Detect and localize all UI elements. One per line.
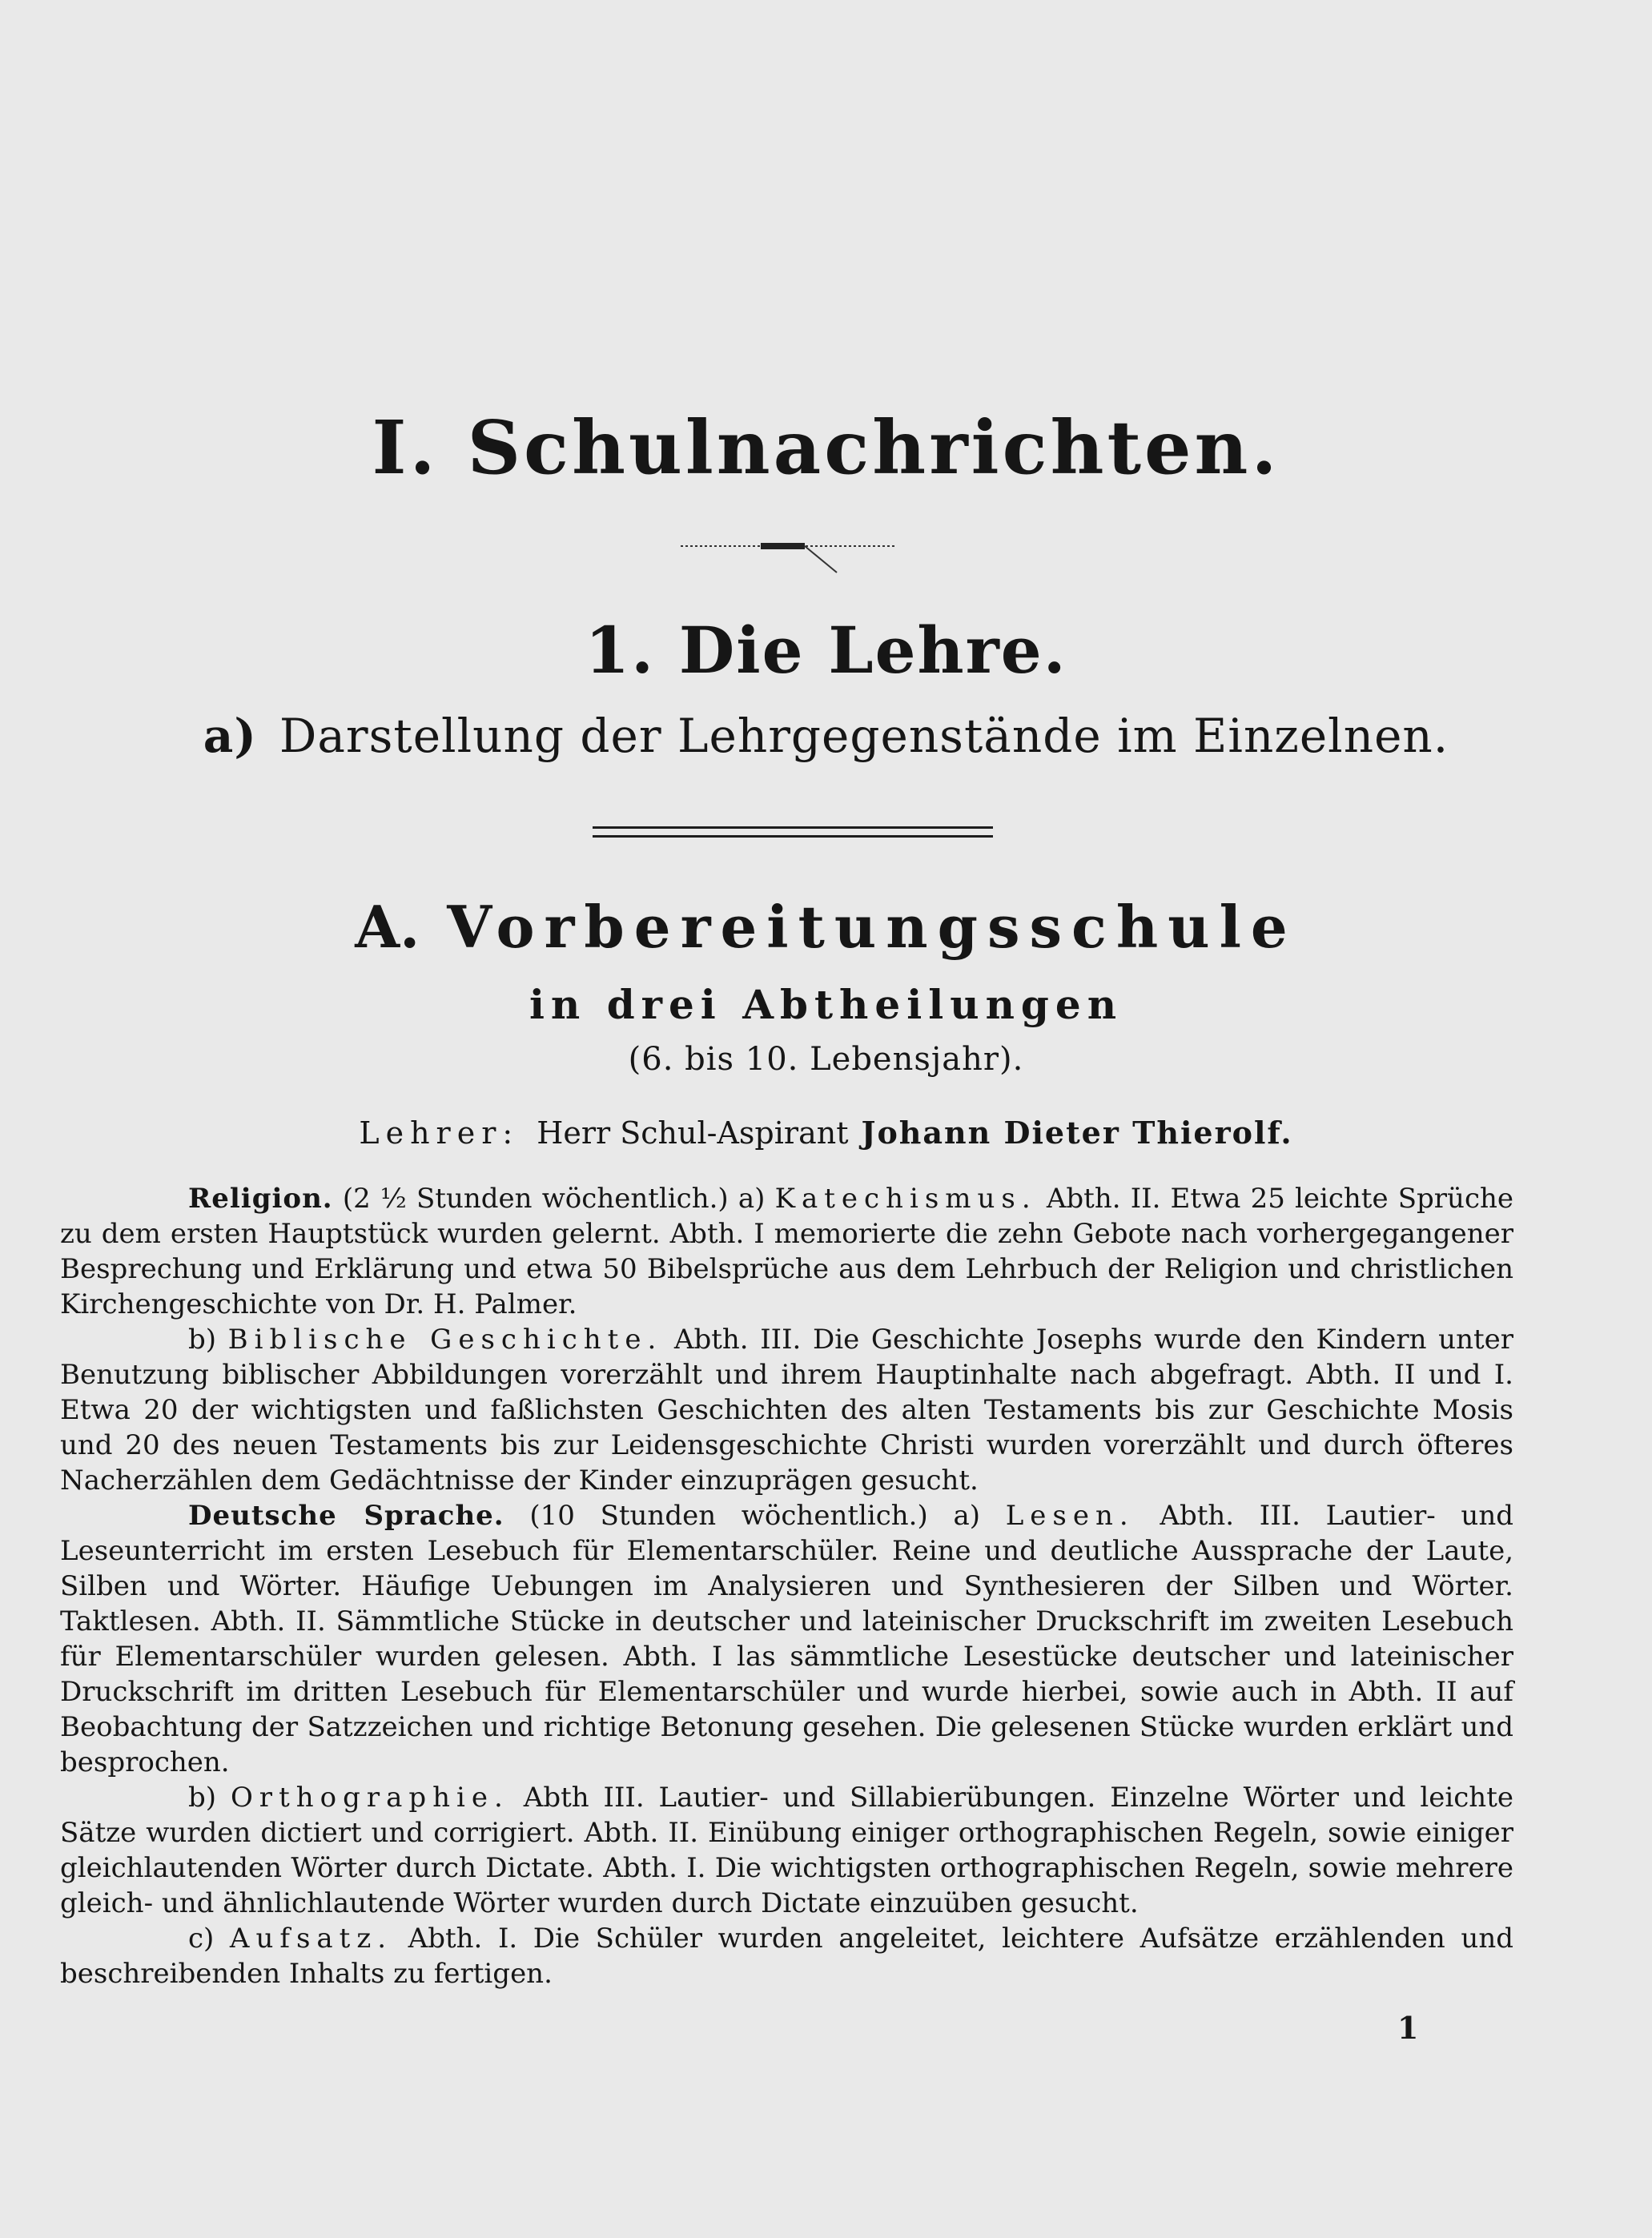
german-c-label: c) bbox=[188, 1923, 215, 1955]
religion-a-topic: Katechismus. bbox=[774, 1183, 1037, 1215]
subsection-label: a) bbox=[203, 709, 257, 763]
german-b-label: b) bbox=[188, 1782, 217, 1814]
divisions-subtitle: in drei Abtheilungen bbox=[529, 981, 1123, 1028]
german-essay-paragraph bbox=[60, 1921, 1513, 1991]
school-heading bbox=[0, 893, 1652, 961]
section-title: 1. Die Lehre. bbox=[585, 613, 1067, 688]
religion-b-label: b) bbox=[188, 1324, 217, 1356]
religion-b-text: Abth. III. Die Geschichte Josephs wurde den Kindern unter Benutzung biblischer Abbildungen vorerzählt und ihrem Hauptinhalte nach abgefragt. Abth. II und I. Etwa 20 der wichtigsten und faßlichsten Geschichten des alten Testaments bis zur Geschichte Mosis und 20 des neuen Testaments bis zur Leidensgeschichte Christi wurden vorerzählt und durch öfteres Nacherzählen dem Gedächtnisse der Kinder einzuprägen gesucht. bbox=[60, 1324, 1514, 1497]
german-c-topic: Aufsatz. bbox=[229, 1923, 393, 1955]
religion-a-label: a) bbox=[738, 1183, 766, 1215]
german-b-text: Abth III. Lautier- und Sillabierübungen. Einzelne Wörter und leichte Sätze wurden dictiert und corrigiert. Abth. II. Einübung einiger orthographischen Regeln, sowie einiger gleichlautenden Wörter durch Dictate. Abth. I. Die wichtigsten orthographischen Regeln, sowie mehrere gleich- und ähnlichlautende Wörter wurden durch Dictate einzuüben gesucht. bbox=[60, 1782, 1513, 1919]
subsection-heading bbox=[0, 709, 1652, 763]
german-a-label: a) bbox=[953, 1500, 981, 1532]
religion-bible-history-paragraph bbox=[60, 1322, 1513, 1498]
ornament-rule bbox=[681, 528, 897, 577]
age-range: (6. bis 10. Lebensjahr). bbox=[628, 1041, 1024, 1078]
subsection-title: Darstellung der Lehrgegenstände im Einzelnen. bbox=[279, 709, 1449, 763]
german-orthography-paragraph bbox=[60, 1780, 1513, 1921]
body-text bbox=[60, 1181, 1513, 1991]
teacher-name: Johann Dieter Thierolf. bbox=[861, 1115, 1293, 1151]
german-hours: (10 Stunden wöchentlich.) bbox=[529, 1500, 928, 1532]
teacher-line bbox=[0, 1115, 1652, 1151]
religion-hours: (2 ½ Stunden wöchentlich.) bbox=[342, 1183, 729, 1215]
school-title: Vorbereitungsschule bbox=[447, 893, 1297, 961]
german-reading-paragraph bbox=[60, 1498, 1513, 1780]
german-a-topic: Lesen. bbox=[1005, 1500, 1135, 1532]
german-c-text: Abth. I. Die Schüler wurden angeleitet, leichtere Aufsätze erzählenden und beschreibenden Inhalts zu fertigen. bbox=[60, 1923, 1513, 1990]
religion-a-text: Abth. II. Etwa 25 leichte Sprüche zu dem ersten Hauptstück wurden gelernt. Abth. I memorierte die zehn Gebote nach vorhergegangener Besprechung und Erklärung und etwa 50 Bibelsprüche aus dem Lehrbuch der Religion und christlichen Kirchengeschichte von Dr. H. Palmer. bbox=[60, 1183, 1514, 1320]
page-number: 1 bbox=[1397, 2010, 1419, 2046]
religion-subject: Religion. bbox=[188, 1183, 333, 1215]
double-rule-divider bbox=[593, 826, 993, 838]
german-b-topic: Orthographie. bbox=[230, 1782, 509, 1814]
religion-catechism-paragraph bbox=[60, 1181, 1513, 1322]
main-title: I. Schulnachrichten. bbox=[372, 404, 1280, 491]
teacher-label: Lehrer: bbox=[359, 1115, 520, 1151]
german-subject: Deutsche Sprache. bbox=[188, 1500, 504, 1532]
religion-b-topic: Biblische Geschichte. bbox=[227, 1324, 663, 1356]
german-a-text: Abth. III. Lautier- und Leseunterricht im ersten Lesebuch für Elementarschüler. Reine und deutliche Aussprache der Laute, Silben und Wörter. Häufige Uebungen im Analysieren und Synthesieren der Silben und Wörter. Taktlesen. Abth. II. Sämmtliche Stücke in deutscher und lateinischer Druckschrift im zweiten Lesebuch für Elementarschüler wurden gelesen. Abth. I las sämmtliche Lesestücke deutscher und lateinischer Druckschrift im dritten Lesebuch für Elementarschüler und wurde hierbei, sowie auch in Abth. II auf Beobachtung der Satzzeichen und richtige Betonung gesehen. Die gelesenen Stücke wurden erklärt und besprochen. bbox=[60, 1500, 1513, 1778]
school-label: A. bbox=[355, 893, 420, 961]
teacher-role: Herr Schul-Aspirant bbox=[537, 1115, 849, 1151]
